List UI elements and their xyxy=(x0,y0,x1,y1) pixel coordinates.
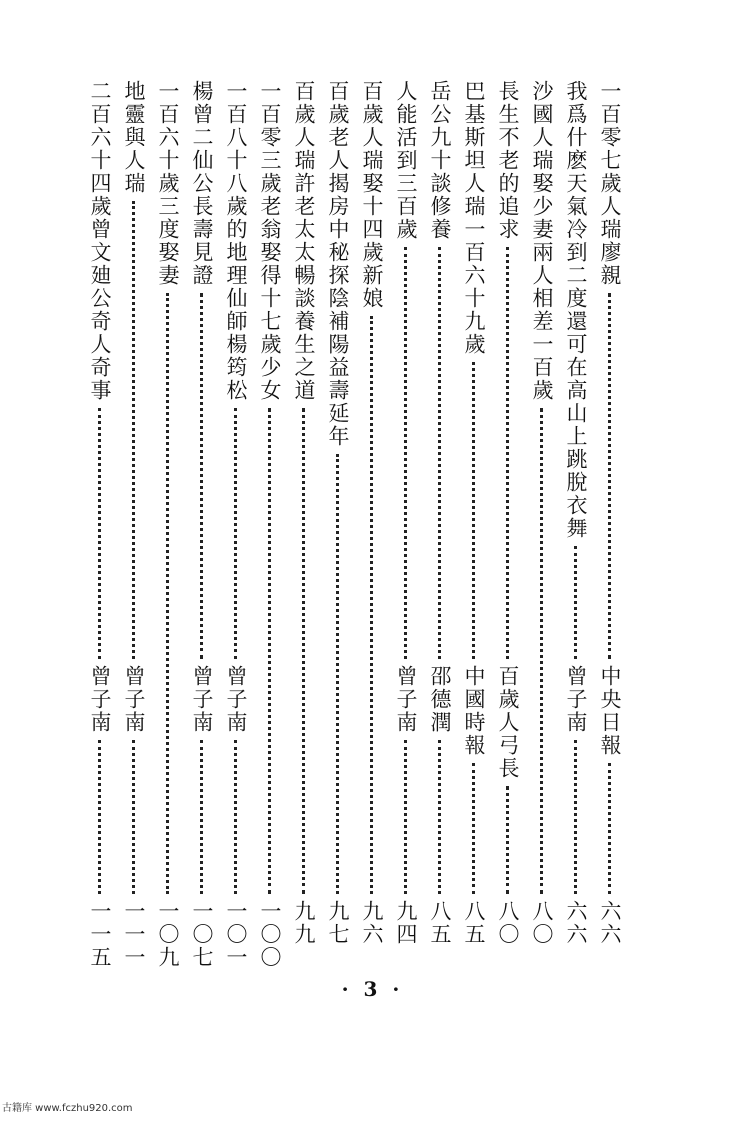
entry-title: 一百八十八歲的地理仙師楊筠松 xyxy=(224,80,248,402)
entry-page: 一〇一 xyxy=(224,900,248,969)
toc-entry xyxy=(254,80,286,980)
leader-dots xyxy=(132,201,139,659)
leader-dots xyxy=(370,316,377,894)
entry-title: 百歲老人揭房中秘探陰補陽益壽延年 xyxy=(326,80,350,448)
page-number: · 3 · xyxy=(341,977,404,1001)
toc-entry xyxy=(186,80,218,980)
entry-title: 巴基斯坦人瑞一百六十九歲 xyxy=(462,80,486,356)
entry-title: 我爲什麽天氣冷到二度還可在高山上跳脫衣舞 xyxy=(564,80,588,540)
toc-entry xyxy=(526,80,558,980)
entry-title: 二百六十四歲曾文廸公奇人奇事 xyxy=(88,80,112,402)
entry-page: 六六 xyxy=(598,900,622,946)
leader-dots xyxy=(404,247,411,659)
entry-author: 曾子南 xyxy=(190,665,214,734)
entry-author: 中國時報 xyxy=(462,665,486,757)
toc-entry xyxy=(220,80,252,980)
entry-title: 一百零三歲老翁娶得十七歲少女 xyxy=(258,80,282,402)
leader-dots xyxy=(540,408,547,894)
leader-dots xyxy=(268,408,275,894)
entry-page: 九九 xyxy=(292,900,316,946)
entry-title: 百歲人瑞娶十四歲新娘 xyxy=(360,80,384,310)
leader-dots xyxy=(506,786,513,894)
entry-author: 百歲人弓長 xyxy=(496,665,520,780)
leader-dots xyxy=(336,454,343,894)
entry-page: 一一五 xyxy=(88,900,112,969)
entry-title: 一百零七歲人瑞廖親 xyxy=(598,80,622,287)
entry-title: 地靈與人瑞 xyxy=(122,80,146,195)
entry-title: 長生不老的追求 xyxy=(496,80,520,241)
toc-entry xyxy=(288,80,320,980)
entry-author: 曾子南 xyxy=(122,665,146,734)
leader-dots xyxy=(438,740,445,894)
entry-title: 一百六十歲三度娶妻 xyxy=(156,80,180,287)
toc-entry xyxy=(424,80,456,980)
leader-dots xyxy=(132,740,139,894)
leader-dots xyxy=(574,546,581,659)
leader-dots xyxy=(234,740,241,894)
watermark-footer: 古籍库 www.fczhu920.com xyxy=(2,1103,133,1114)
toc-entry xyxy=(322,80,354,980)
toc-entry xyxy=(84,80,116,980)
leader-dots xyxy=(574,740,581,894)
leader-dots xyxy=(200,293,207,659)
entry-author: 邵德潤 xyxy=(428,665,452,734)
leader-dots xyxy=(506,247,513,659)
entry-title: 沙國人瑞娶少妻兩人相差一百歲 xyxy=(530,80,554,402)
toc-entry xyxy=(594,80,626,980)
entry-title: 楊曾二仙公長壽見證 xyxy=(190,80,214,287)
entry-title: 岳公九十談修養 xyxy=(428,80,452,241)
toc-entry xyxy=(118,80,150,980)
toc-entry xyxy=(458,80,490,980)
leader-dots xyxy=(404,740,411,894)
entry-page: 一〇七 xyxy=(190,900,214,969)
leader-dots xyxy=(608,293,615,659)
toc-entry xyxy=(492,80,524,980)
entry-page: 九七 xyxy=(326,900,350,946)
entry-page: 八〇 xyxy=(496,900,520,946)
leader-dots xyxy=(234,408,241,659)
leader-dots xyxy=(98,408,105,659)
entry-page: 九四 xyxy=(394,900,418,946)
toc-entry xyxy=(390,80,422,980)
leader-dots xyxy=(438,247,445,659)
leader-dots xyxy=(472,362,479,659)
entry-page: 一〇九 xyxy=(156,900,180,969)
toc-entry xyxy=(560,80,592,980)
entry-page: 八〇 xyxy=(530,900,554,946)
entry-page: 八五 xyxy=(462,900,486,946)
entry-page: 九六 xyxy=(360,900,384,946)
entry-page: 一一一 xyxy=(122,900,146,969)
entry-author: 曾子南 xyxy=(564,665,588,734)
entry-author: 曾子南 xyxy=(394,665,418,734)
toc-entry xyxy=(356,80,388,980)
entry-page: 八五 xyxy=(428,900,452,946)
leader-dots xyxy=(98,740,105,894)
leader-dots xyxy=(200,740,207,894)
toc-entry xyxy=(152,80,184,980)
entry-author: 曾子南 xyxy=(224,665,248,734)
leader-dots xyxy=(302,408,309,894)
entry-author: 中央日報 xyxy=(598,665,622,757)
entry-title: 百歲人瑞許老太太暢談養生之道 xyxy=(292,80,316,402)
entry-author: 曾子南 xyxy=(88,665,112,734)
entry-title: 人能活到三百歲 xyxy=(394,80,418,241)
entry-page: 六六 xyxy=(564,900,588,946)
leader-dots xyxy=(166,293,173,894)
leader-dots xyxy=(608,763,615,894)
leader-dots xyxy=(472,763,479,894)
entry-page: 一〇〇 xyxy=(258,900,282,969)
